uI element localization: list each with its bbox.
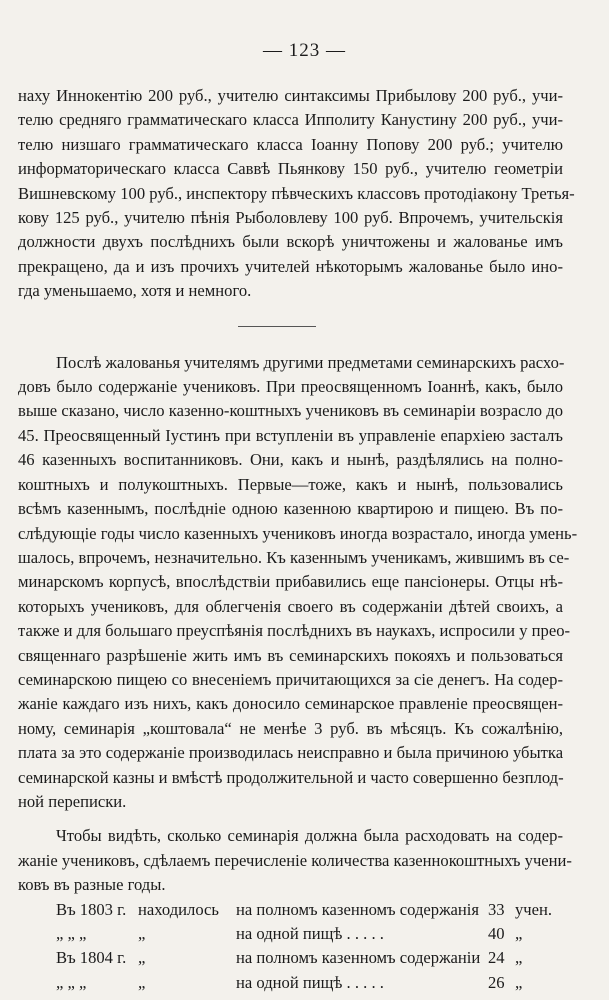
text-line: выше сказано, число казенно-коштныхъ учениковъ въ семинарiи возрасло до <box>18 401 563 421</box>
text-line: коштныхъ и полукоштныхъ. Первые—тоже, какъ и нынѣ, пользовались <box>18 474 563 494</box>
row-mark2: „ <box>138 923 146 943</box>
row-mark2: „ <box>138 972 146 992</box>
text-line: телю низшаго грамматическаго класса Iоанну Попову 200 руб.; учителю <box>18 134 563 154</box>
row-year: „ „ „ <box>56 923 87 943</box>
text-line: наху Иннокентiю 200 руб., учителю синтаксимы Прибылову 200 руб., учи- <box>18 86 563 105</box>
text-line: также и для большаго преуспѣянiя послѣднихъ въ наукахъ, испросили у прео- <box>18 621 571 641</box>
row-num: 40 <box>488 923 505 943</box>
text-line: минарскомъ корпусѣ, впослѣдствiи прибавились еще пансiонеры. Отцы нѣ- <box>18 572 563 592</box>
row-unit: „ <box>515 948 523 968</box>
list-row <box>18 971 563 995</box>
text-line: Вишневскому 100 руб., инспектору пѣвческихъ классовъ протодiакону Третья- <box>18 183 575 203</box>
row-num: 33 <box>488 899 505 919</box>
text-line: Чтобы видѣть, сколько семинарiя должна была расходовать на содер- <box>56 826 563 846</box>
paragraph-student-maintenance <box>18 351 578 815</box>
row-year: Въ 1803 г. <box>56 899 127 919</box>
text-line: 45. Преосвященный Iустинъ при вступленiи въ управленiе епархiею засталъ <box>18 425 563 445</box>
row-unit: „ <box>515 923 523 943</box>
text-line: кову 125 руб., учителю пѣнiя Рыболовлеву 100 руб. Впрочемъ, учительскiя <box>18 208 563 228</box>
page-number: — 123 — <box>263 40 346 61</box>
text-line: жанiе учениковъ, сдѣлаемъ перечисленiе количества казеннокоштныхъ учени- <box>18 850 572 870</box>
text-line: довъ было содержанiе учениковъ. При преосвященномъ Iоаннѣ, какъ, было <box>18 377 563 397</box>
list-row <box>18 898 563 922</box>
text-line: 46 казенныхъ воспитанниковъ. Они, какъ и нынѣ, раздѣлялись на полно- <box>18 450 563 470</box>
list-row <box>18 946 563 970</box>
text-line: жанiе каждаго изъ нихъ, какъ доносило семинарское правленiе преосвящен- <box>18 694 563 714</box>
row-mark2: „ <box>138 948 146 968</box>
row-unit: „ <box>515 972 523 992</box>
row-unit: учен. <box>515 899 553 919</box>
row-num: 24 <box>488 948 505 968</box>
text-line: слѣдующiе годы число казенныхъ учениковъ иногда возрастало, иногда умень- <box>18 523 578 543</box>
row-what: на полномъ казенномъ содержанiи <box>236 948 481 968</box>
row-num: 26 <box>488 972 505 992</box>
text-line: прекращено, да и изъ прочихъ учителей нѣкоторымъ жалованье было ино- <box>18 256 563 276</box>
text-line: ной переписки. <box>18 791 127 811</box>
separator-rule <box>238 326 316 327</box>
row-what: на полномъ казенномъ содержанiя <box>236 899 480 919</box>
text-line: информаторическаго класса Саввѣ Пьянкову 150 руб., учителю геометрiи <box>18 159 563 179</box>
text-line: которыхъ учениковъ, для облегченiя своего въ содержанiи дѣтей своихъ, а <box>18 596 563 616</box>
paragraph-enumeration-intro <box>18 824 572 897</box>
text-line: телю средняго грамматическаго класса Ипполиту Канустину 200 руб., учи- <box>18 110 563 130</box>
paragraph-salaries <box>18 84 575 304</box>
text-line: всѣмъ казеннымъ, послѣднiе одною казенною квартирою и пищею. Въ по- <box>18 499 563 519</box>
text-line: священнаго разрѣшенiе жить имъ въ семинарскихъ покояхъ и пользоваться <box>18 645 563 665</box>
row-what: на одной пищѣ . . . . . <box>236 923 384 943</box>
row-what: на одной пищѣ . . . . . <box>236 972 384 992</box>
text-line: семинарскою пищею со внесенiемъ причитающихся за сiе денегъ. На содер- <box>18 669 563 689</box>
student-count-list <box>18 898 563 996</box>
text-line: плата за это содержанiе производилась неисправно и была причиною убытка <box>18 743 564 763</box>
list-row <box>18 922 563 946</box>
row-year: „ „ „ <box>56 972 87 992</box>
text-line: ному, семинарiя „коштовала“ не менѣе 3 руб. въ мѣсяцъ. Къ сожалѣнiю, <box>18 718 563 738</box>
text-line: гда уменьшаемо, хотя и немного. <box>18 281 252 301</box>
text-line: семинарской казны и вмѣстѣ продолжительной и часто совершенно безплод- <box>18 767 564 787</box>
text-line: шалось, впрочемъ, незначительно. Къ казеннымъ ученикамъ, жившимъ въ се- <box>18 547 570 567</box>
row-mark2: находилось <box>138 899 219 919</box>
row-year: Въ 1804 г. <box>56 948 127 968</box>
text-line: ковъ въ разные годы. <box>18 875 166 895</box>
text-line: должности двухъ послѣднихъ были вскорѣ уничтожены и жалованье имъ <box>18 232 563 252</box>
text-line: Послѣ жалованья учителямъ другими предметами семинарскихъ расхо- <box>56 352 565 372</box>
